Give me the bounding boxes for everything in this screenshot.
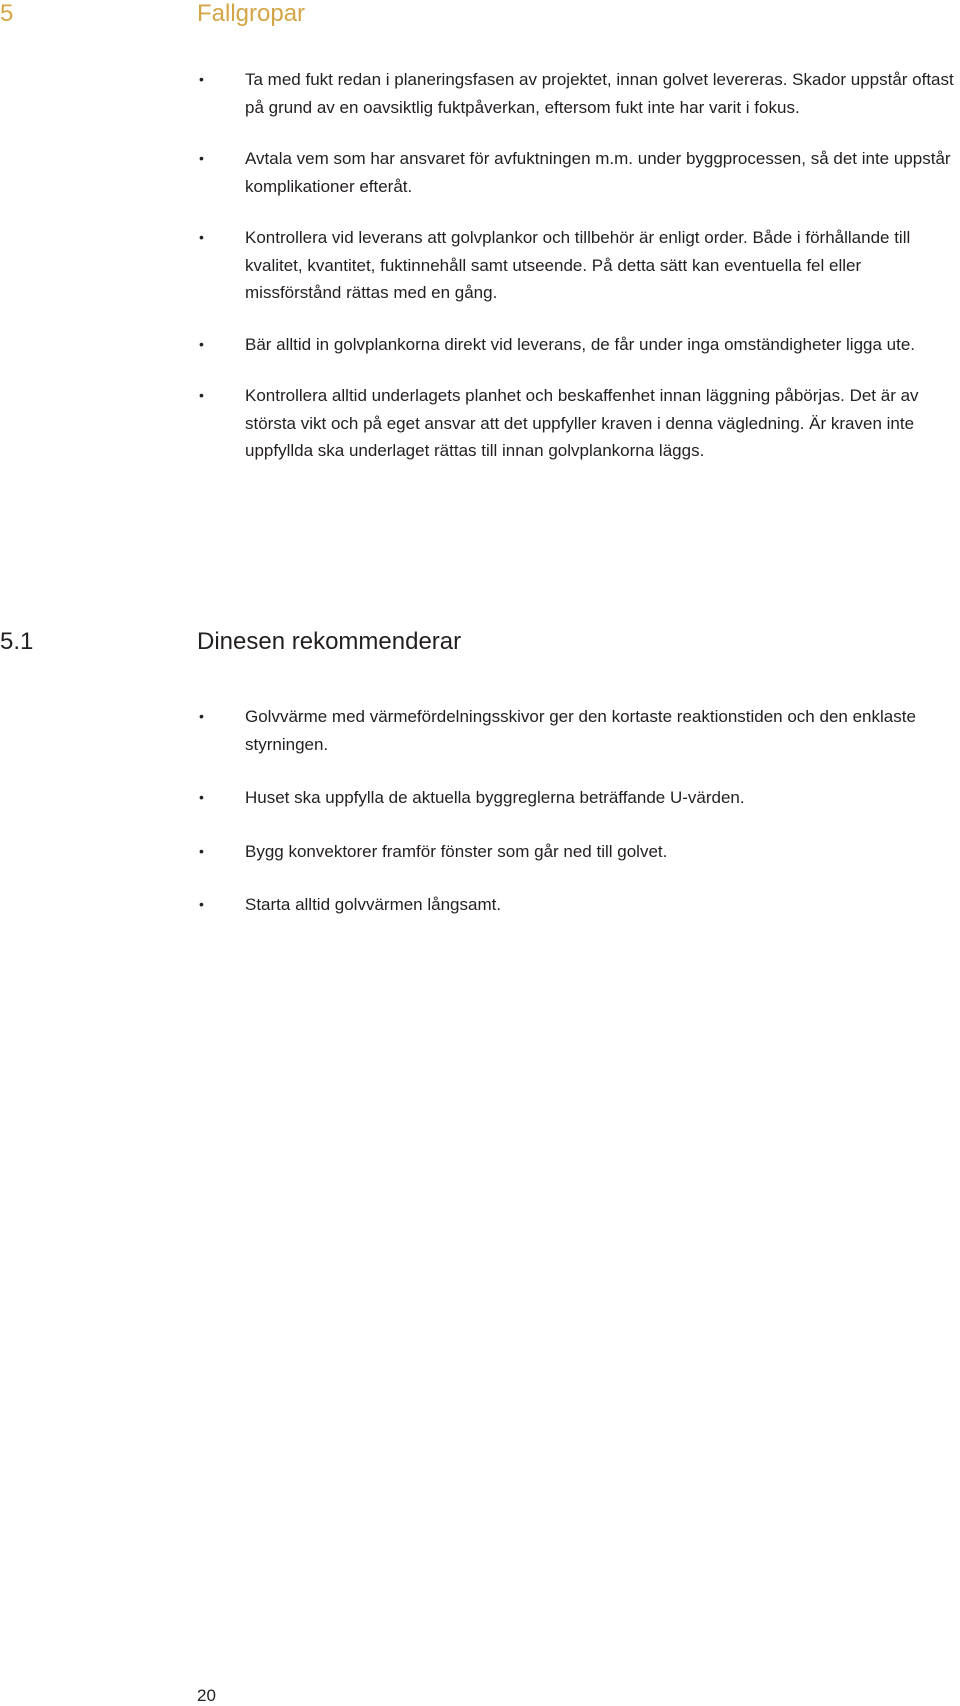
list-item-text: Kontrollera vid leverans att golvplankor och tillbehör är enligt order. Både i förhållande till kvalitet, kvantitet, fuktinnehåll samt utseende. På detta sätt kan eventuella fel eller missförstånd rättas med en gång. xyxy=(245,228,911,302)
list-item-text: Ta med fukt redan i planeringsfasen av projektet, innan golvet levereras. Skador uppstår oftast på grund av en oavsiktlig fuktpåverkan, eftersom fukt inte har varit i fokus. xyxy=(245,70,954,117)
list-item-text: Huset ska uppfylla de aktuella byggreglerna beträffande U-värden. xyxy=(245,788,745,807)
section-heading xyxy=(0,0,960,40)
list-item xyxy=(0,784,960,812)
list-item xyxy=(0,331,960,359)
list-item xyxy=(0,382,960,465)
section-fallgropar xyxy=(0,0,960,465)
list-item-text: Bär alltid in golvplankorna direkt vid leverans, de får under inga omständigheter ligga ute. xyxy=(245,334,916,354)
bullet-icon: • xyxy=(199,896,204,912)
section-title: Fallgropar xyxy=(197,0,306,27)
bullet-icon: • xyxy=(199,335,204,352)
bullet-icon: • xyxy=(199,229,204,245)
list-item xyxy=(0,145,960,200)
list-item-text: Avtala vem som har ansvaret för avfuktningen m.m. under byggprocessen, så det inte uppstår komplikationer efteråt. xyxy=(245,149,951,196)
section-heading xyxy=(0,628,960,668)
list-item-text: Starta alltid golvvärmen långsamt. xyxy=(245,895,502,914)
list-item-text: Golvvärme med värmefördelningsskivor ger den kortaste reaktionstiden och den enklaste styrningen. xyxy=(245,707,916,754)
section-number: 5.1 xyxy=(0,628,34,655)
list-item xyxy=(0,703,960,758)
list-item xyxy=(0,891,960,919)
bullet-icon: • xyxy=(199,842,204,859)
page-number: 20 xyxy=(197,1686,216,1705)
list-item xyxy=(0,224,960,307)
bullet-icon: • xyxy=(199,387,204,403)
bullet-icon: • xyxy=(199,71,204,87)
bullet-icon: • xyxy=(199,150,204,166)
bullet-list xyxy=(0,703,960,919)
list-item xyxy=(0,66,960,121)
list-item-text: Kontrollera alltid underlagets planhet och beskaffenhet innan läggning påbörjas. Det är av största vikt och på eget ansvar att det uppfyller kraven i denna vägledning. Är kraven inte uppfyllda ska underlaget rättas till innan golvplankorna läggs. xyxy=(245,386,919,460)
section-dinesen-rekommenderar xyxy=(0,628,960,919)
section-number: 5 xyxy=(0,0,14,27)
bullet-icon: • xyxy=(199,789,204,805)
list-item xyxy=(0,838,960,866)
section-title: Dinesen rekommenderar xyxy=(197,628,462,655)
list-item-text: Bygg konvektorer framför fönster som går ned till golvet. xyxy=(245,841,668,861)
bullet-list xyxy=(0,66,960,465)
bullet-icon: • xyxy=(199,708,204,724)
